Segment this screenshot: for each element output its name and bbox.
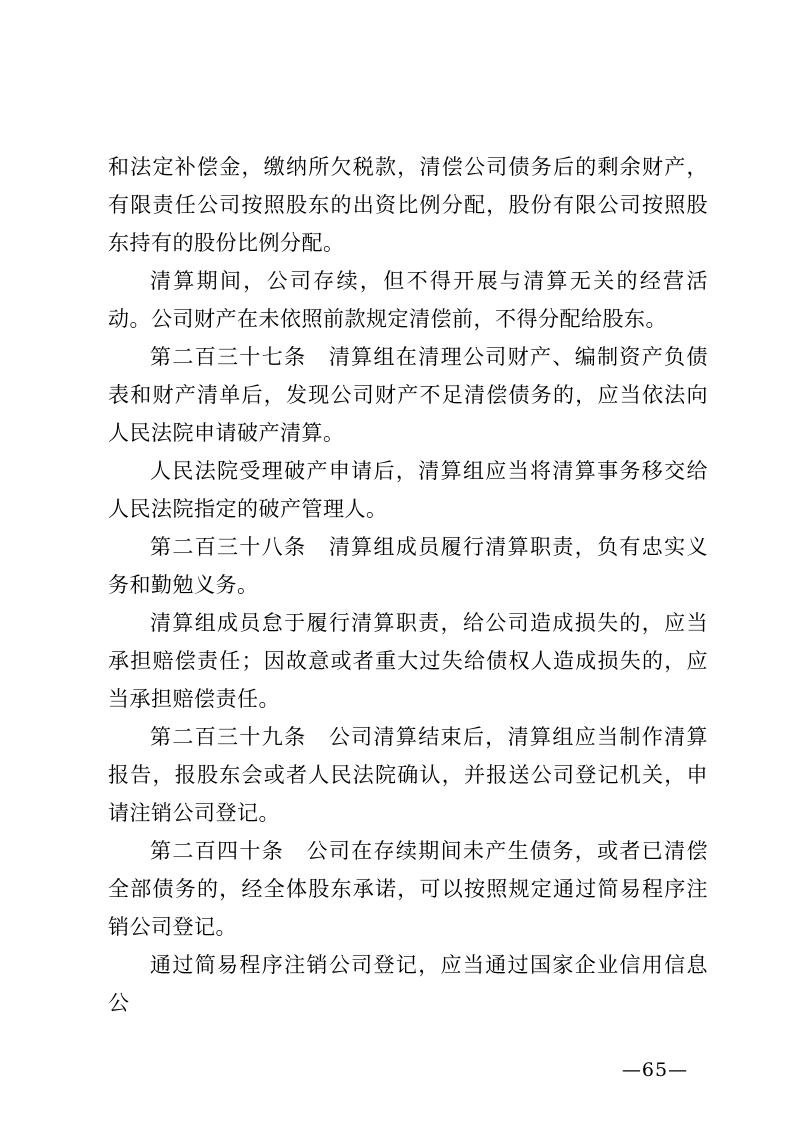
paragraph-4: 人民法院受理破产申请后，清算组应当将清算事务移交给人民法院指定的破产管理人。 — [108, 459, 708, 521]
paragraph-article-238: 第二百三十八条 清算组成员履行清算职责，负有忠实义务和勤勉义务。 — [108, 535, 708, 597]
paragraph-9: 通过简易程序注销公司登记，应当通过国家企业信用信息公 — [108, 953, 708, 1015]
paragraph-article-239: 第二百三十九条 公司清算结束后，清算组应当制作清算报告，报股东会或者人民法院确认，并报送公司登记机关，申请注销公司登记。 — [108, 725, 708, 825]
paragraph-1: 和法定补偿金，缴纳所欠税款，清偿公司债务后的剩余财产，有限责任公司按照股东的出资比例分配，股份有限公司按照股东持有的股份比例分配。 — [108, 155, 708, 255]
paragraph-article-237: 第二百三十七条 清算组在清理公司财产、编制资产负债表和财产清单后，发现公司财产不足清偿债务的，应当依法向人民法院申请破产清算。 — [108, 345, 708, 445]
document-body — [108, 148, 708, 1022]
paragraph-article-240: 第二百四十条 公司在存续期间未产生债务，或者已清偿全部债务的，经全体股东承诺，可以按照规定通过简易程序注销公司登记。 — [108, 839, 708, 939]
page-number: —65— — [621, 1059, 689, 1081]
paragraph-6: 清算组成员怠于履行清算职责，给公司造成损失的，应当承担赔偿责任；因故意或者重大过失给债权人造成损失的，应当承担赔偿责任。 — [108, 611, 708, 711]
paragraph-2: 清算期间，公司存续，但不得开展与清算无关的经营活动。公司财产在未依照前款规定清偿前，不得分配给股东。 — [108, 269, 708, 331]
